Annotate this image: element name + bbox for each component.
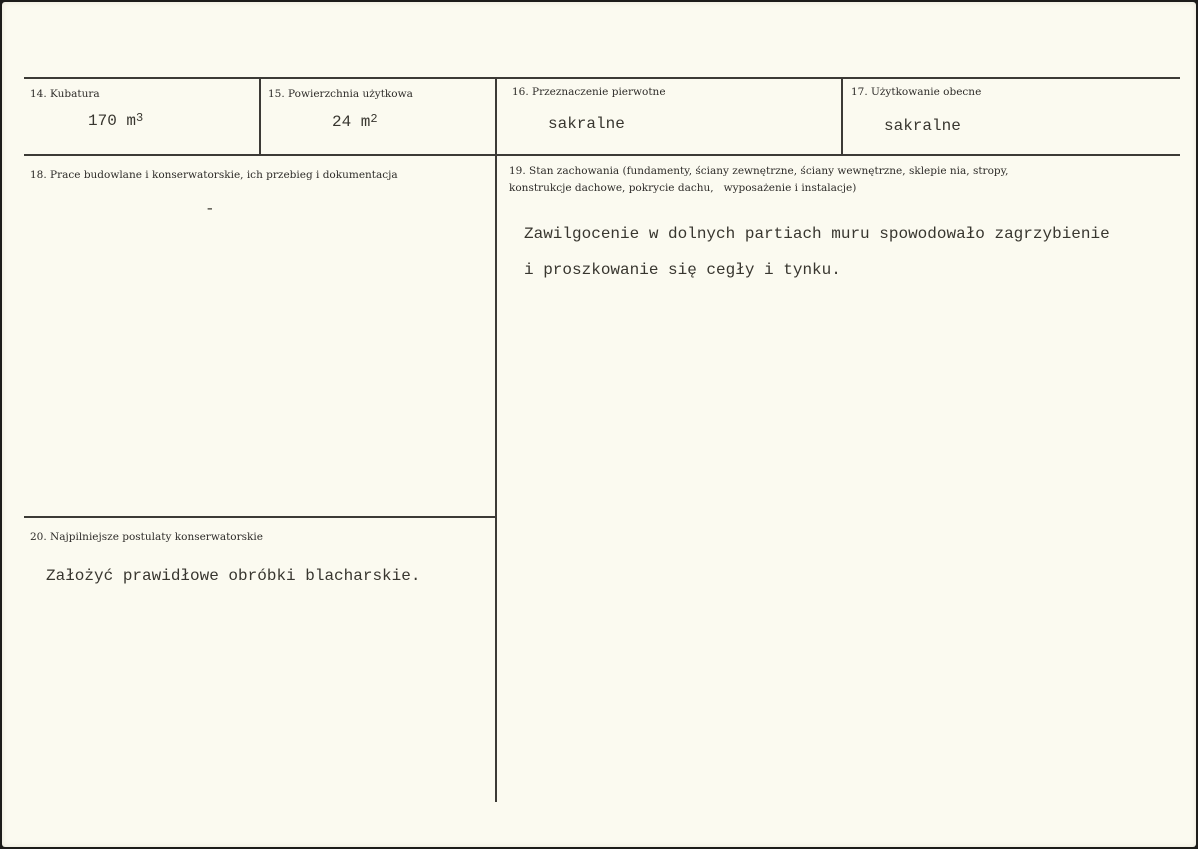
field-19-label-line-2: konstrukcje dachowe, pokrycie dachu, wyposażenie i instalacje) [509,182,857,194]
top-rule [24,77,1180,79]
field-19-value-line-2: i proszkowanie się cegły i tynku. [524,261,841,279]
field-16-value: sakralne [548,115,625,133]
row-divider-2 [24,516,496,518]
field-19-value-line-1: Zawilgocenie w dolnych partiach muru spowodowało zagrzybienie [524,225,1110,243]
field-19-label-line-1: 19. Stan zachowania (fundamenty, ściany zewnętrzne, ściany wewnętrzne, sklepie nia, stropy, [509,165,1009,177]
field-17-value: sakralne [884,117,961,135]
field-15-unit-superscript: 2 [370,112,378,126]
field-20-label: 20. Najpilniejsze postulaty konserwatorskie [30,531,263,543]
field-15-value [332,113,378,131]
row-divider-1 [24,154,1180,156]
field-19-label [509,163,1169,197]
field-14-label: 14. Kubatura [30,88,100,100]
field-15-number: 24 m [332,113,371,131]
record-card [2,2,1196,847]
field-16-label: 16. Przeznaczenie pierwotne [512,86,666,98]
field-14-value [88,112,143,130]
field-18-value: - [205,200,215,218]
field-19-value [524,216,1184,288]
field-20-value: Założyć prawidłowe obróbki blacharskie. [46,567,421,585]
field-17-label: 17. Użytkowanie obecne [851,86,982,98]
field-14-unit-superscript: 3 [136,111,144,125]
field-14-number: 170 m [88,112,137,130]
col-divider-1 [259,78,261,156]
col-divider-3 [841,78,843,156]
field-15-label: 15. Powierzchnia użytkowa [268,88,413,100]
field-18-label: 18. Prace budowlane i konserwatorskie, ich przebieg i dokumentacja [30,169,398,181]
col-divider-2 [495,78,497,802]
